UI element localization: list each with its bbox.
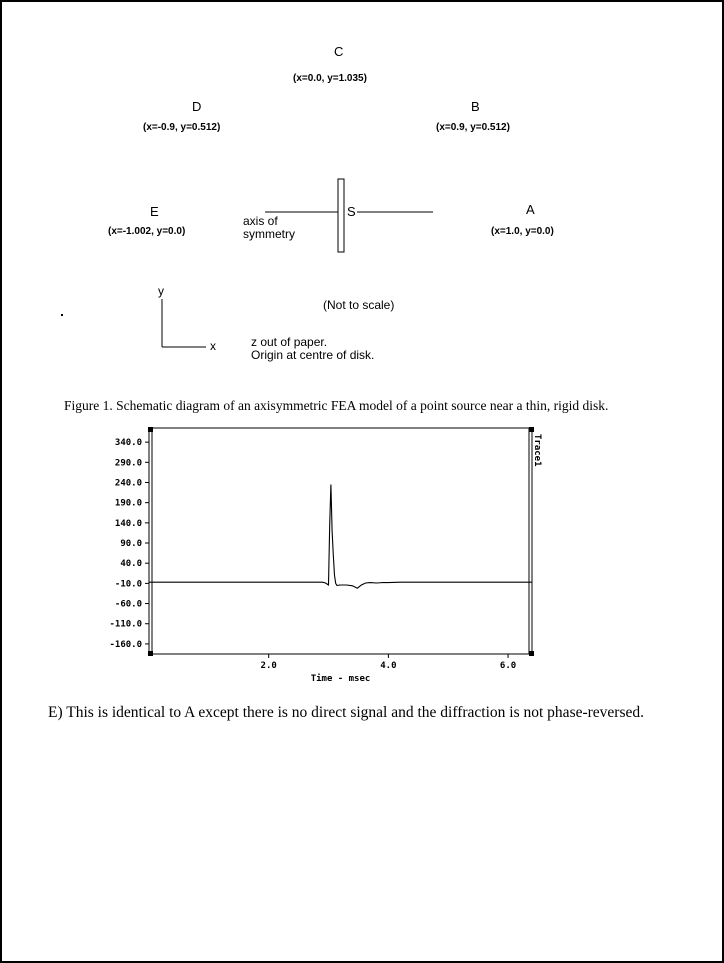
axis-of-symmetry-label-line1: axis of [243, 214, 278, 228]
z-axis-note: z out of paper. [251, 335, 328, 349]
point-d-label: D [192, 99, 202, 114]
y-tick-label: 40.0 [120, 559, 142, 570]
cursor-marker [148, 427, 153, 432]
trace-label: Trace1 [532, 434, 542, 467]
series-line-0 [149, 485, 532, 589]
not-to-scale-note: (Not to scale) [323, 298, 395, 312]
y-tick-label: -160.0 [109, 639, 142, 650]
rigid-disk [338, 179, 344, 252]
y-tick-label: -110.0 [109, 619, 142, 630]
cursor-marker [148, 651, 153, 656]
axis-y-label: y [158, 284, 164, 298]
body-paragraph: E) This is identical to A except there is no direct signal and the diffraction is not phase-reversed. [48, 704, 645, 721]
y-tick-label: 190.0 [114, 498, 142, 509]
cursor-marker [529, 651, 534, 656]
cursor-marker [529, 427, 534, 432]
point-b-label: B [471, 99, 480, 114]
axis-of-symmetry-label-line2: symmetry [243, 227, 295, 241]
x-tick-label: 2.0 [260, 661, 277, 671]
x-tick-label: 4.0 [380, 661, 397, 671]
y-tick-label: 140.0 [114, 518, 142, 529]
point-c-coord: (x=0.0, y=1.035) [293, 73, 367, 84]
y-tick-label: 290.0 [114, 458, 142, 469]
source-label: S [347, 204, 356, 219]
point-e-label: E [150, 204, 159, 219]
y-tick-label: 340.0 [114, 438, 142, 449]
x-axis-title: Time - msec [310, 674, 371, 684]
y-tick-label: 240.0 [114, 478, 142, 489]
point-a-label: A [526, 202, 535, 217]
point-a-coord: (x=1.0, y=0.0) [491, 226, 554, 237]
coordinate-axes [152, 297, 212, 352]
point-e-coord: (x=-1.002, y=0.0) [108, 226, 186, 237]
axis-x-label: x [210, 339, 216, 353]
x-tick-label: 6.0 [499, 661, 517, 671]
plot-frame [149, 428, 532, 654]
y-tick-label: -60.0 [114, 599, 142, 610]
time-series-chart [92, 420, 552, 692]
point-b-coord: (x=0.9, y=0.512) [436, 122, 510, 133]
point-d-coord: (x=-0.9, y=0.512) [143, 122, 221, 133]
figure-caption: Figure 1. Schematic diagram of an axisymmetric FEA model of a point source near a thin, rigid disk. [64, 398, 609, 413]
stray-dot [61, 314, 63, 316]
point-c-label: C [334, 44, 344, 59]
y-tick-label: 90.0 [120, 539, 142, 550]
y-tick-label: -10.0 [114, 579, 142, 590]
origin-note: Origin at centre of disk. [251, 348, 375, 362]
